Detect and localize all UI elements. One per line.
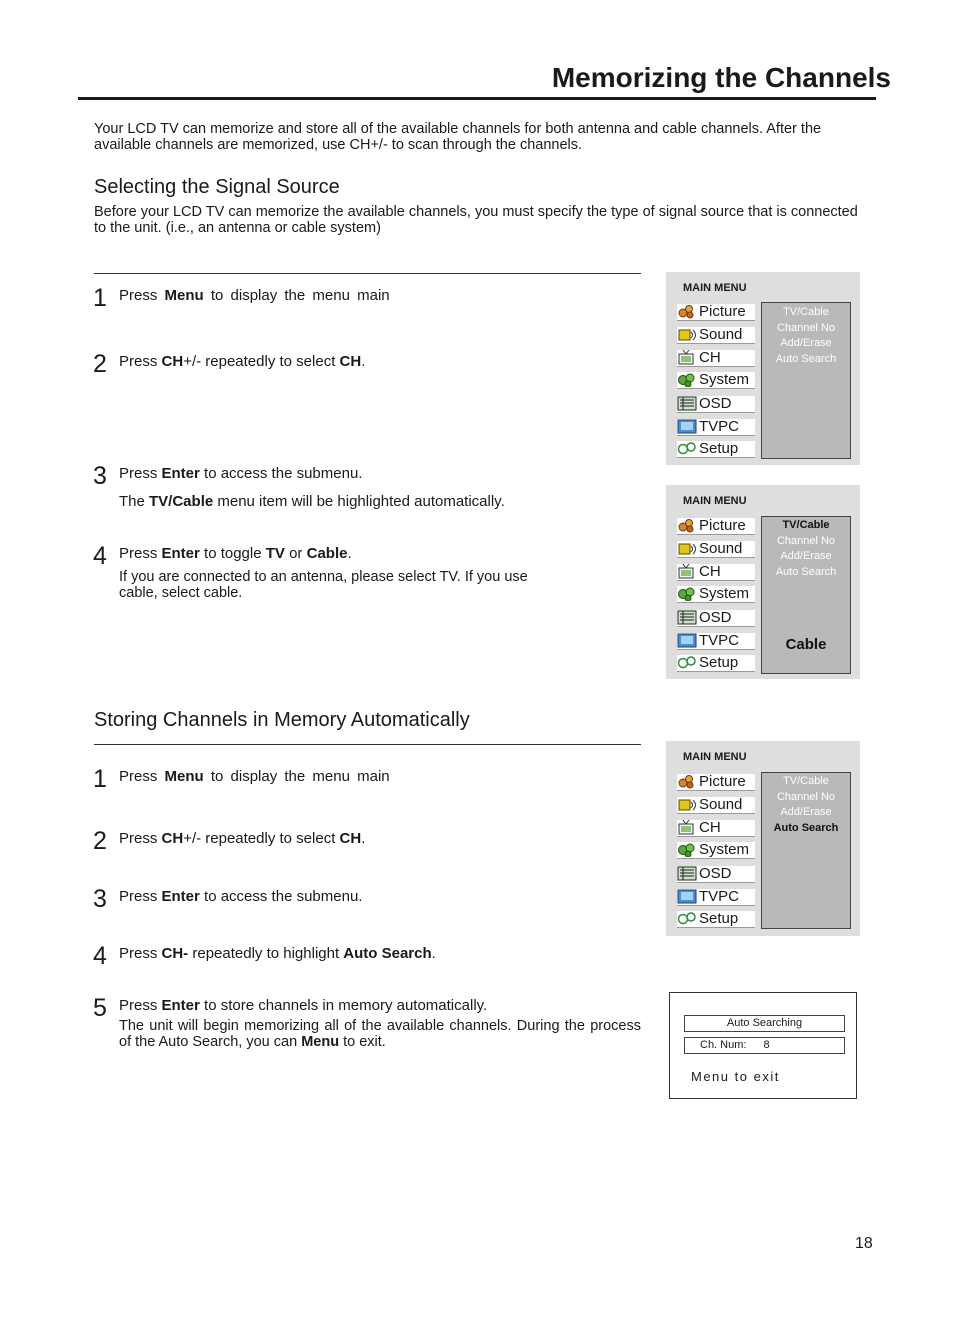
menu-item-label: TVPC — [699, 632, 740, 649]
auto-search-dialog — [669, 992, 857, 1099]
menu-item-picture[interactable] — [677, 518, 755, 535]
menu-item-label: Sound — [699, 326, 743, 343]
submenu-box — [761, 516, 851, 674]
menu-item-label: System — [699, 841, 750, 858]
step-text: Press CH- repeatedly to highlight Auto Search. — [119, 945, 436, 962]
tvpc-icon — [677, 419, 697, 434]
menu-item-sound[interactable] — [677, 327, 755, 344]
main-menu-title: MAIN MENU — [683, 282, 747, 294]
menu-item-tvpc[interactable] — [677, 889, 755, 906]
step-text: Press Enter to access the submenu. — [119, 888, 363, 905]
step-text: Press Menu to display the menu main — [119, 287, 390, 304]
step-number: 2 — [93, 350, 107, 378]
section-heading-signal-source: Selecting the Signal Source — [94, 176, 340, 198]
picture-icon — [677, 774, 697, 789]
tvpc-icon — [677, 889, 697, 904]
step-number: 2 — [93, 827, 107, 855]
menu-item-ch[interactable] — [677, 564, 755, 581]
menu-item-setup[interactable] — [677, 655, 755, 672]
page-title: Memorizing the Channels — [551, 62, 891, 93]
section-description: Before your LCD TV can memorize the available channels, you must specify the type of signal source that is connected to the unit. (i.e., an antenna or cable system) — [94, 204, 858, 236]
cable-value: Cable — [785, 636, 827, 653]
picture-icon — [677, 304, 697, 319]
menu-item-label: OSD — [699, 865, 732, 882]
submenu-item-add-erase[interactable]: Add/Erase — [780, 337, 832, 349]
submenu-item-channel-no[interactable]: Channel No — [776, 535, 836, 547]
setup-icon — [677, 911, 697, 926]
step-number: 1 — [93, 284, 107, 312]
menu-item-label: TVPC — [699, 418, 740, 435]
submenu-item-auto-search[interactable]: Auto Search — [773, 822, 839, 834]
channel-number-value: 8 — [763, 1039, 770, 1051]
menu-item-picture[interactable] — [677, 304, 755, 321]
setup-icon — [677, 655, 697, 670]
menu-item-system[interactable] — [677, 586, 755, 603]
submenu-item-auto-search[interactable]: Auto Search — [775, 566, 837, 578]
main-menu-panel — [666, 272, 860, 465]
step-number: 5 — [93, 994, 107, 1022]
step-text: Press CH+/- repeatedly to select CH. — [119, 830, 366, 847]
system-icon — [677, 586, 697, 601]
menu-item-sound[interactable] — [677, 797, 755, 814]
submenu-item-auto-search[interactable]: Auto Search — [775, 353, 837, 365]
section-heading-auto-store: Storing Channels in Memory Automatically — [94, 709, 470, 731]
menu-item-label: Picture — [699, 303, 746, 320]
menu-item-picture[interactable] — [677, 774, 755, 791]
osd-icon — [677, 610, 697, 625]
menu-item-label: OSD — [699, 609, 732, 626]
system-icon — [677, 372, 697, 387]
menu-item-label: CH — [699, 349, 721, 366]
menu-item-tvpc[interactable] — [677, 633, 755, 650]
step-number: 4 — [93, 542, 107, 570]
menu-item-setup[interactable] — [677, 911, 755, 928]
menu-item-label: Sound — [699, 540, 743, 557]
submenu-item-tv-cable[interactable]: TV/Cable — [783, 775, 829, 787]
submenu-item-tv-cable[interactable]: TV/Cable — [782, 519, 830, 531]
title-rule — [78, 97, 876, 100]
menu-item-label: Picture — [699, 773, 746, 790]
picture-icon — [677, 518, 697, 533]
menu-item-label: System — [699, 585, 750, 602]
step-number: 3 — [93, 462, 107, 490]
step-note: The unit will begin memorizing all of the available channels. During the process of the Auto Search, you can Menu to exit. — [119, 1018, 641, 1050]
page-number: 18 — [855, 1235, 873, 1252]
menu-item-label: Setup — [699, 654, 739, 671]
tvpc-icon — [677, 633, 697, 648]
intro-paragraph: Your LCD TV can memorize and store all of the available channels for both antenna and cable channels. After the available channels are memorized, use CH+/- to scan through the channels. — [94, 121, 822, 153]
main-menu-title: MAIN MENU — [683, 495, 747, 507]
menu-item-label: Setup — [699, 910, 739, 927]
step-text: Press Menu to display the menu main — [119, 768, 390, 785]
osd-icon — [677, 396, 697, 411]
step-note: If you are connected to an antenna, please select TV. If you use cable, select cable. — [119, 569, 528, 601]
tv-icon — [677, 564, 697, 579]
step-number: 4 — [93, 942, 107, 970]
sound-icon — [677, 797, 697, 812]
main-menu-panel-cable — [666, 485, 860, 679]
submenu-box — [761, 772, 851, 929]
main-menu-title: MAIN MENU — [683, 751, 747, 763]
main-menu-panel-auto-search — [666, 741, 860, 936]
sound-icon — [677, 327, 697, 342]
menu-item-label: Picture — [699, 517, 746, 534]
submenu-item-add-erase[interactable]: Add/Erase — [780, 806, 832, 818]
osd-icon — [677, 866, 697, 881]
step-text: Press Enter to toggle TV or Cable. — [119, 545, 352, 562]
menu-item-label: TVPC — [699, 888, 740, 905]
step-text: Press CH+/- repeatedly to select CH. — [119, 353, 366, 370]
section-rule — [94, 744, 641, 745]
section-rule — [94, 273, 641, 274]
menu-item-system[interactable] — [677, 372, 755, 389]
exit-hint: Menu to exit — [691, 1069, 780, 1084]
channel-number-label: Ch. Num: — [700, 1039, 747, 1051]
auto-search-status: Auto Searching — [684, 1015, 845, 1032]
tv-icon — [677, 820, 697, 835]
channel-number-bar — [684, 1037, 845, 1054]
sound-icon — [677, 541, 697, 556]
menu-item-label: Sound — [699, 796, 743, 813]
menu-item-setup[interactable] — [677, 441, 755, 458]
step-note: The TV/Cable menu item will be highlighted automatically. — [119, 493, 505, 510]
menu-item-label: System — [699, 371, 750, 388]
setup-icon — [677, 441, 697, 456]
submenu-item-channel-no[interactable]: Channel No — [776, 322, 836, 334]
menu-item-tvpc[interactable] — [677, 419, 755, 436]
menu-item-system[interactable] — [677, 842, 755, 859]
step-text: Press Enter to store channels in memory automatically. — [119, 997, 488, 1014]
menu-item-sound[interactable] — [677, 541, 755, 558]
menu-item-osd[interactable] — [677, 610, 755, 627]
menu-item-ch[interactable] — [677, 350, 755, 367]
step-number: 1 — [93, 765, 107, 793]
menu-item-osd[interactable] — [677, 396, 755, 413]
submenu-item-channel-no[interactable]: Channel No — [776, 791, 836, 803]
step-text: Press Enter to access the submenu. — [119, 465, 363, 482]
menu-item-osd[interactable] — [677, 866, 755, 883]
system-icon — [677, 842, 697, 857]
menu-item-label: CH — [699, 563, 721, 580]
menu-item-label: OSD — [699, 395, 732, 412]
submenu-item-tv-cable[interactable]: TV/Cable — [783, 306, 829, 318]
tv-icon — [677, 350, 697, 365]
submenu-box — [761, 302, 851, 459]
submenu-item-add-erase[interactable]: Add/Erase — [780, 550, 832, 562]
menu-item-ch[interactable] — [677, 820, 755, 837]
menu-item-label: Setup — [699, 440, 739, 457]
menu-item-label: CH — [699, 819, 721, 836]
step-number: 3 — [93, 885, 107, 913]
